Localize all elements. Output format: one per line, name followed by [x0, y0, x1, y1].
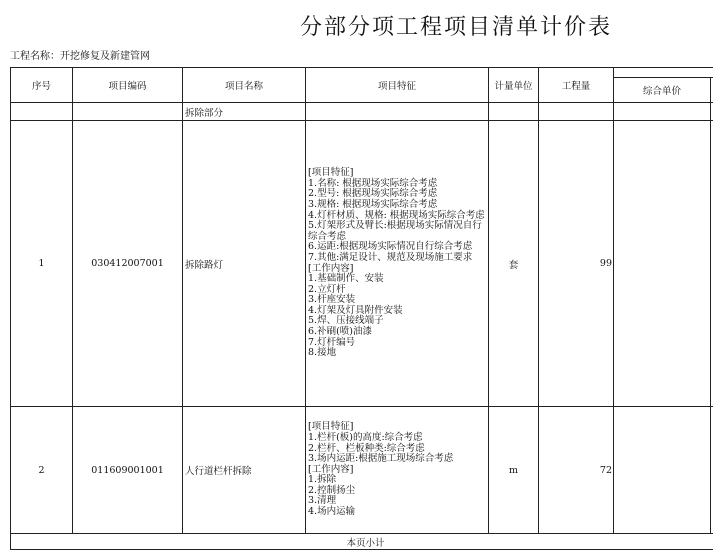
row-unit: 套	[489, 121, 539, 407]
feature-line: 6.补刷(喷)油漆	[308, 326, 372, 338]
subtotal-label: 本页小计	[11, 534, 713, 550]
header-quantity: 工程量	[539, 68, 614, 103]
feature-line: 2.型号: 根据现场实际综合考虑	[308, 188, 438, 200]
row-features	[306, 121, 489, 407]
row-code: 030412007001	[73, 121, 183, 407]
row-unit: m	[489, 407, 539, 534]
feature-line: 1.栏杆(板)的高度:综合考虑	[308, 431, 423, 443]
feature-line: 2.控制扬尘	[308, 484, 356, 496]
feature-line: 4.灯杆材质、规格: 根据现场实际综合考虑	[308, 209, 485, 221]
page-title: 分部分项工程项目清单计价表	[300, 15, 613, 40]
feature-line: 3.清理	[308, 495, 337, 507]
row-quantity: 99	[539, 121, 614, 407]
header-seq: 序号	[11, 68, 73, 103]
table-row	[11, 407, 713, 534]
feature-line: [项目特征]	[308, 167, 354, 179]
table-row	[11, 121, 713, 407]
section-name: 拆除部分	[183, 103, 306, 121]
feature-line: 3.杆座安装	[308, 294, 356, 306]
feature-line: 3.规格: 根据现场实际综合考虑	[308, 198, 438, 210]
header-name: 项目名称	[183, 68, 306, 103]
header-unit: 计量单位	[489, 68, 539, 103]
feature-line: [工作内容]	[308, 262, 354, 274]
feature-line: 3.场内运距:根据施工现场综合考虑	[308, 453, 454, 465]
feature-line: 1.拆除	[308, 474, 337, 486]
section-row	[11, 103, 713, 121]
feature-line: 5.灯架形式及臂长:根据现场实际情况自行综合考虑	[308, 220, 482, 242]
bill-table	[10, 67, 713, 550]
feature-line: 1.基础制作、安装	[308, 273, 384, 285]
feature-line: 2.立灯杆	[308, 283, 346, 295]
feature-line: 5.焊、压接线端子	[308, 315, 384, 327]
header-unit-price: 综合单价	[614, 78, 711, 103]
project-name: 工程名称：开挖修复及新建管网	[10, 51, 150, 62]
feature-line: 4.场内运输	[308, 506, 356, 518]
row-code: 011609001001	[73, 407, 183, 534]
row-name: 人行道栏杆拆除	[183, 407, 306, 534]
row-quantity: 72	[539, 407, 614, 534]
feature-line: 1.名称: 根据现场实际综合考虑	[308, 177, 438, 189]
row-features	[306, 407, 489, 534]
feature-line: [项目特征]	[308, 421, 354, 433]
feature-line: 2.栏杆、栏板种类:综合考虑	[308, 442, 425, 454]
subtotal-row	[11, 534, 713, 550]
feature-line: 4.灯架及灯具附件安装	[308, 304, 403, 316]
feature-line: [工作内容]	[308, 463, 354, 475]
feature-line: 7.其他:满足设计、规范及现场施工要求	[308, 251, 473, 263]
row-seq: 2	[11, 407, 73, 534]
feature-line: 8.接地	[308, 347, 337, 359]
header-feature: 项目特征	[306, 68, 489, 103]
feature-line: 6.运距:根据现场实际情况自行综合考虑	[308, 241, 473, 253]
row-name: 拆除路灯	[183, 121, 306, 407]
row-seq: 1	[11, 121, 73, 407]
feature-line: 7.灯杆编号	[308, 336, 356, 348]
header-amount-group	[614, 68, 713, 78]
header-code: 项目编码	[73, 68, 183, 103]
